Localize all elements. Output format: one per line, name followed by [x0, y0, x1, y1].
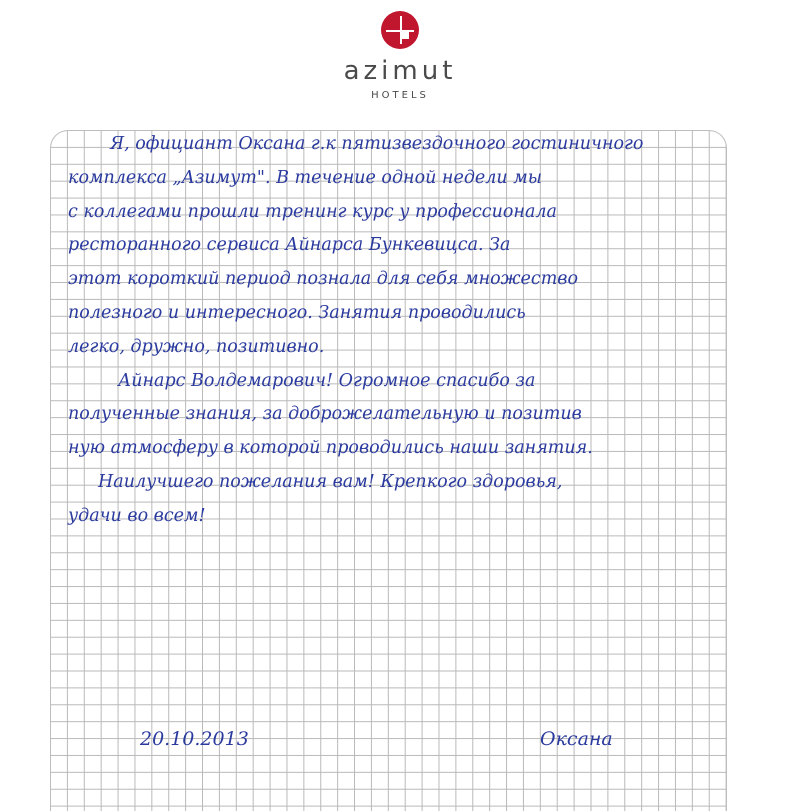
letter-line: этот короткий период познала для себя множество [68, 269, 579, 290]
letter-line: полезного и интересного. Занятия проводились [68, 302, 526, 323]
brand-sub: HOTELS [371, 90, 429, 101]
azimut-emblem-icon [380, 10, 420, 50]
letter-line: Наилучшего пожелания вам! Крепкого здоровья, [98, 471, 563, 492]
letter-line: с коллегами прошли тренинг курс у профессионала [68, 201, 557, 222]
handwritten-letter [68, 128, 728, 534]
letter-line: удачи во всем! [68, 505, 206, 526]
letter-line: полученные знания, за доброжелательную и позитив [68, 404, 582, 425]
brand-name: azimut [343, 56, 457, 86]
letter-line: ную атмосферу в которой проводились наши занятия. [68, 438, 593, 459]
signature: Оксана [540, 728, 613, 750]
letter-line: легко, дружно, позитивно. [68, 336, 325, 357]
letter-line: Айнарс Волдемарович! Огромное спасибо за [118, 370, 536, 391]
letter-line: Я, официант Оксана г.к пятизвездочного гостиничного [110, 134, 644, 154]
letter-date: 20.10.2013 [140, 728, 249, 750]
letter-line: комплекса „Азимут". В течение одной недели мы [68, 167, 543, 188]
hotel-logo [0, 10, 800, 101]
letter-line: ресторанного сервиса Айнарса Бункевицса. За [68, 235, 511, 256]
